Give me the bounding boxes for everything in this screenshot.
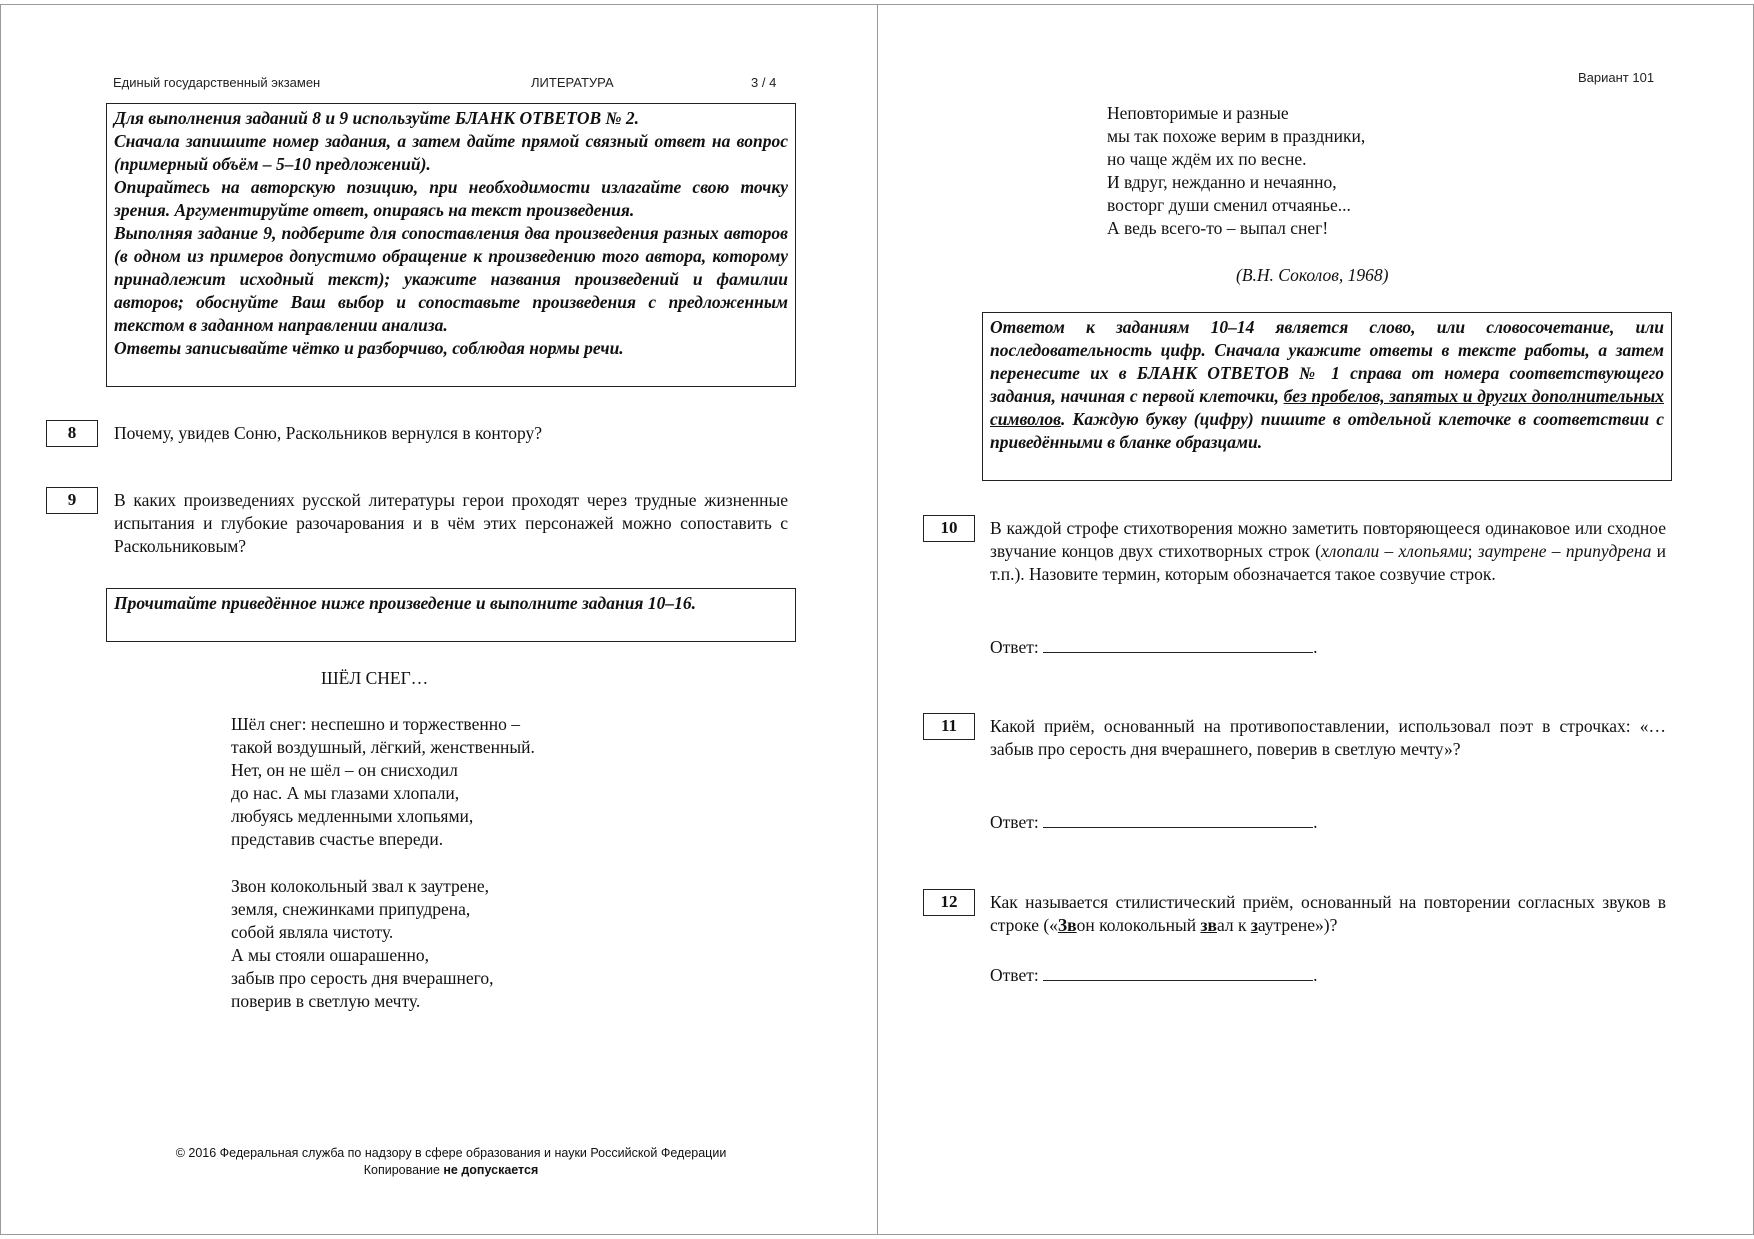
task-9-text	[114, 489, 788, 558]
poem-line: земля, снежинками припудрена,	[231, 899, 471, 919]
copyright-footer	[101, 1145, 801, 1179]
header-subject: ЛИТЕРАТУРА	[531, 75, 614, 90]
task-9-question: В каких произведениях русской литературы герои проходят через трудные жизненные испытания и глубокие разочарования и в чём этих персонажей можно сопоставить с Раскольниковым?	[114, 490, 788, 556]
task-10-question	[990, 517, 1666, 586]
task-12-highlight: зв	[1200, 915, 1217, 935]
task-10-example: заутрене – припудрена	[1477, 541, 1652, 561]
task-11-text	[990, 715, 1666, 761]
answer-period: .	[1313, 812, 1318, 832]
instruction-box-tasks-10-14	[982, 312, 1672, 481]
poem-author: (В.Н. Соколов, 1968)	[1236, 265, 1389, 285]
task-number-11: 11	[923, 713, 975, 740]
copy-notice	[101, 1162, 801, 1179]
instruction-line: Ответы записывайте чётко и разборчиво, соблюдая нормы речи.	[114, 338, 624, 358]
answer-label: Ответ:	[990, 637, 1039, 657]
poem-line: представив счастье впереди.	[231, 829, 444, 849]
answer-field-10[interactable]	[1043, 635, 1313, 653]
right-page	[877, 4, 1754, 1235]
answer-period: .	[1313, 965, 1318, 985]
task-12-answer	[990, 963, 1317, 987]
task-number-9: 9	[46, 487, 98, 514]
poem-line: собой являла чистоту.	[231, 922, 394, 942]
task-10-answer	[990, 635, 1317, 659]
task-12-text-part: ал к	[1216, 915, 1251, 935]
poem-line: И вдруг, нежданно и нечаянно,	[1107, 172, 1337, 192]
task-10-example: хлопали – хлопьями	[1320, 541, 1468, 561]
instruction-line: Опирайтесь на авторскую позицию, при необходимости излагайте свою точку зрения. Аргументируйте ответ, опираясь на текст произведения.	[114, 177, 788, 220]
task-number-8: 8	[46, 420, 98, 447]
poem-line: забыв про серость дня вчерашнего,	[231, 968, 494, 988]
instruction-part-1: Ответом к заданиям 10–14 является слово, или словосочетание, или последовательность цифр. Сначала укажите ответы в тексте работы, а затем перенесите их в БЛАНК ОТВЕТОВ № 1 справа от номера соответствующего задания, начиная с первой клеточки,	[990, 317, 1664, 406]
task-12-text	[990, 891, 1666, 937]
instruction-underlined: без пробелов, запятых и других дополнительных символов	[990, 386, 1664, 429]
answer-label: Ответ:	[990, 812, 1039, 832]
answer-period: .	[1313, 637, 1318, 657]
task-12-highlight: Зв	[1057, 915, 1077, 935]
instruction-line: Сначала запишите номер задания, а затем дайте прямой связный ответ на вопрос (примерный объём – 5–10 предложений).	[114, 131, 788, 174]
poem-line: такой воздушный, лёгкий, женственный.	[231, 737, 535, 757]
task-number-12: 12	[923, 889, 975, 916]
poem-line: поверив в светлую мечту.	[231, 991, 421, 1011]
task-12-text-part: Как называется стилистический приём, основанный на повторении согласных звуков в строке («	[990, 892, 1666, 935]
task-12-text-part: аутрене»)?	[1257, 915, 1338, 935]
task-number-10: 10	[923, 515, 975, 542]
poem-line: до нас. А мы глазами хлопали,	[231, 783, 460, 803]
instruction-paragraph	[990, 316, 1664, 454]
copy-notice-bold: не допускается	[443, 1163, 539, 1177]
task-10-text	[990, 517, 1666, 586]
poem-line: Шёл снег: неспешно и торжественно –	[231, 714, 520, 734]
poem-line: Неповторимые и разные	[1107, 103, 1289, 123]
task-11-answer	[990, 810, 1317, 834]
read-instruction-text: Прочитайте приведённое ниже произведение и выполните задания 10–16.	[114, 593, 696, 613]
task-10-text-part: и т.п.). Назовите термин, которым обозначается такое созвучие строк.	[990, 541, 1666, 584]
task-8-text	[114, 422, 788, 445]
copyright-line: © 2016 Федеральная служба по надзору в сфере образования и науки Российской Федерации	[175, 1146, 727, 1160]
task-12-highlight: з	[1250, 915, 1258, 935]
poem-stanza-2	[231, 875, 494, 1013]
answer-field-12[interactable]	[1043, 963, 1313, 981]
header-variant: Вариант 101	[1578, 70, 1655, 85]
poem-line: Нет, он не шёл – он снисходил	[231, 760, 458, 780]
poem-line: Звон колокольный звал к заутрене,	[231, 876, 490, 896]
poem-line: А ведь всего-то – выпал снег!	[1107, 218, 1329, 238]
poem-title: ШЁЛ СНЕГ…	[321, 668, 429, 688]
task-11-question: Какой приём, основанный на противопоставлении, использовал поэт в строчках: «…забыв про серость дня вчерашнего, поверив в светлую мечту»?	[990, 716, 1666, 759]
poem-line: мы так похоже верим в праздники,	[1107, 126, 1366, 146]
poem-line: но чаще ждём их по весне.	[1107, 149, 1307, 169]
task-8-question: Почему, увидев Соню, Раскольников вернулся в контору?	[114, 423, 542, 443]
task-10-text-part: В каждой строфе стихотворения можно заметить повторяющееся одинаковое или сходное звучание концов двух стихотворных строк (	[990, 518, 1666, 561]
instruction-part-2: . Каждую букву (цифру) пишите в отдельной клеточке в соответствии с приведёнными в бланке образцами.	[990, 409, 1664, 452]
task-12-question	[990, 891, 1666, 937]
instruction-line: Для выполнения заданий 8 и 9 используйте БЛАНК ОТВЕТОВ № 2.	[114, 108, 640, 128]
poem-line: любуясь медленными хлопьями,	[231, 806, 474, 826]
instruction-line: Выполняя задание 9, подберите для сопоставления два произведения разных авторов (в одном из примеров допустимо обращение к произведению того автора, которому принадлежит исходный текст); укажите названия произведений и фамилии авторов; обоснуйте Ваш выбор и сопоставьте произведения с предложенным текстом в заданном направлении анализа.	[114, 223, 788, 335]
copy-notice-prefix: Копирование	[363, 1163, 444, 1177]
header-exam-title: Единый государственный экзамен	[113, 75, 321, 90]
task-12-text-part: он колокольный	[1076, 915, 1201, 935]
poem-line: А мы стояли ошарашенно,	[231, 945, 429, 965]
instruction-box-tasks-8-9	[106, 103, 796, 387]
answer-field-11[interactable]	[1043, 810, 1313, 828]
read-instruction-box	[106, 588, 796, 642]
answer-label: Ответ:	[990, 965, 1039, 985]
poem-stanza-1	[231, 713, 535, 851]
poem-stanza-3	[1107, 102, 1365, 240]
left-page	[0, 4, 878, 1235]
task-10-separator: ;	[1467, 541, 1478, 561]
header-page-number: 3 / 4	[751, 75, 777, 90]
poem-line: восторг души сменил отчаянье...	[1107, 195, 1351, 215]
